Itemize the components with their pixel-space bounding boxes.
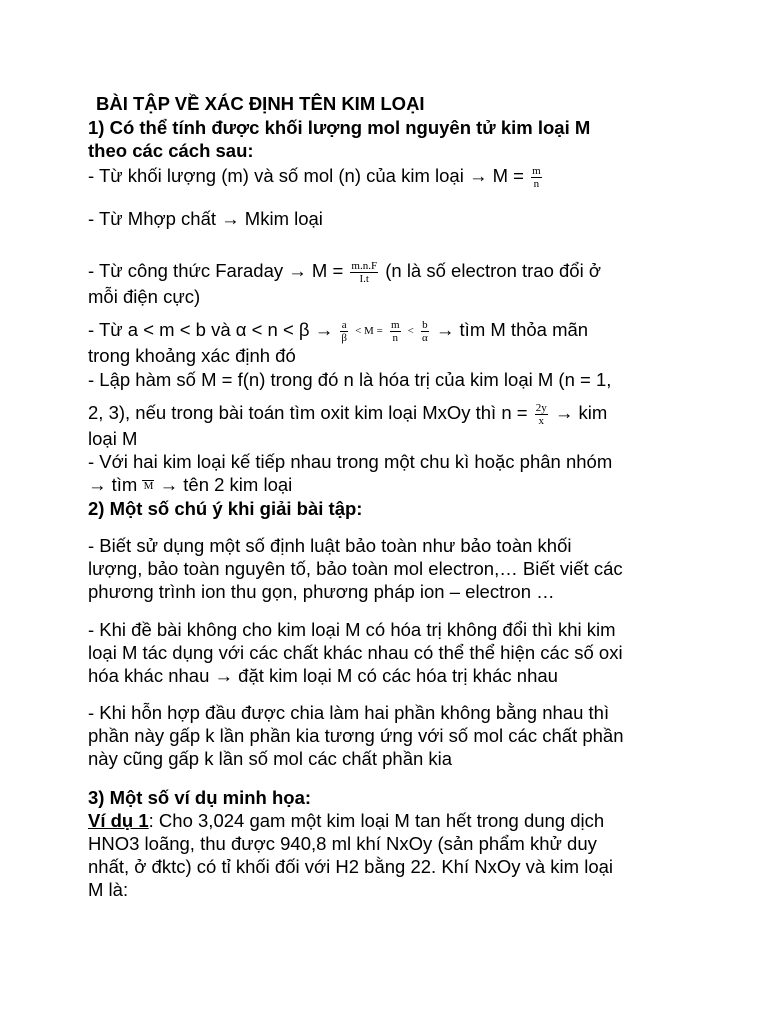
example-1-line-4: M là: [88,879,129,900]
section-2-heading [88,497,758,520]
mean-m-symbol [142,480,154,492]
fraction-2y-over-x [535,402,548,427]
example-1-line-1: : Cho 3,024 gam một kim loại M tan hết trong dung dịch [148,810,605,831]
method-range [88,318,758,367]
note-valence-line-3: hóa khác nhau → đặt kim loại M có các hóa trị khác nhau [88,665,558,686]
method-consecutive-result: → tên 2 kim loại [159,474,293,495]
fraction-denominator: β [341,331,347,344]
fraction-numerator: m.n.F [351,259,378,272]
fraction-a-over-beta [340,319,348,344]
method-function-line-3: loại M [88,427,138,449]
note-conservation-line-3: phương trình ion thu gọn, phương pháp ion – electron … [88,581,555,602]
fraction-numerator: 2y [535,401,547,414]
fraction-denominator: n [533,177,540,190]
fraction-m-over-n [531,165,542,190]
note-conservation [88,534,758,603]
method-faraday-line-2: mỗi điện cực) [88,285,201,307]
method-faraday-note: (n là số electron trao đổi ở [385,260,601,281]
fraction-numerator: m [390,318,400,331]
method-faraday [88,259,758,308]
method-consecutive-line-2: → tìm [88,474,138,495]
fraction-m-over-n-2 [390,319,401,344]
section-1-heading [88,116,758,162]
note-valence [88,618,758,687]
method-function-line-1: - Lập hàm số M = f(n) trong đó n là hóa trị của kim loại M (n = 1, [88,369,612,390]
fraction-denominator: n [392,331,398,344]
note-valence-line-2: loại M tác dụng với các chất khác nhau có thể thể hiện các số oxi [88,642,623,663]
fraction-denominator: α [422,331,428,344]
fraction-faraday [350,260,378,285]
method-function [88,368,758,450]
note-mixture-line-2: phần này gấp k lần phần kia tương ứng với số mol các chất phần [88,725,624,746]
mean-m-letter: M [143,480,154,493]
method-function-line-2: 2, 3), nếu trong bài toán tìm oxit kim loại MxOy thì n = [88,402,528,423]
example-1-label: Ví dụ 1 [88,810,149,831]
fraction-denominator: I.t [359,272,369,285]
fraction-numerator: b [422,318,428,331]
section-2-heading-text: 2) Một số chú ý khi giải bài tập: [88,498,363,519]
title-text: BÀI TẬP VỀ XÁC ĐỊNH TÊN KIM LOẠI [96,93,425,114]
note-mixture [88,701,758,770]
section-1-heading-line-1: 1) Có thể tính được khối lượng mol nguyên tử kim loại M [88,117,591,138]
fraction-numerator: a [341,318,347,331]
inequality-text: < [407,325,414,338]
note-conservation-line-2: lượng, bảo toàn nguyên tố, bảo toàn mol electron,… Biết viết các [88,558,623,579]
method-range-line-2: trong khoảng xác định đó [88,344,296,366]
section-1-heading-line-2: theo các cách sau: [88,140,254,161]
method-function-result: → kim [554,402,608,423]
section-3-heading [88,786,758,809]
note-conservation-line-1: - Biết sử dụng một số định luật bảo toàn như bảo toàn khối [88,535,572,556]
fraction-denominator: x [538,414,544,427]
note-valence-line-1: - Khi đề bài không cho kim loại M có hóa trị không đổi thì khi kim [88,619,616,640]
method-faraday-text: - Từ công thức Faraday → M = [88,260,344,281]
method-compound-text: - Từ Mhợp chất → Mkim loại [88,208,323,229]
method-consecutive [88,450,758,496]
method-range-text: - Từ a < m < b và α < n < β → [88,319,334,340]
method-consecutive-line-1: - Với hai kim loại kế tiếp nhau trong một chu kì hoặc phân nhóm [88,451,613,472]
note-mixture-line-1: - Khi hỗn hợp đầu được chia làm hai phần không bằng nhau thì [88,702,610,723]
fraction-b-over-alpha [421,319,429,344]
method-mass-mol [88,164,758,190]
example-1 [88,809,758,901]
example-1-line-2: HNO3 loãng, thu được 940,8 ml khí NxOy (sản phẩm khử duy [88,833,597,854]
fraction-numerator: m [532,164,541,177]
document-title [88,92,758,115]
note-mixture-line-3: này cũng gấp k lần số mol các chất phần kia [88,748,453,769]
section-3-heading-text: 3) Một số ví dụ minh họa: [88,787,312,808]
method-range-result: → tìm M thỏa mãn [435,319,589,340]
method-mass-mol-text: - Từ khối lượng (m) và số mol (n) của kim loại → M = [88,165,524,186]
example-1-line-3: nhất, ở đktc) có tỉ khối đối với H2 bằng 22. Khí NxOy và kim loại [88,856,614,877]
inequality-text: < M = [355,325,383,338]
method-compound [88,207,758,230]
